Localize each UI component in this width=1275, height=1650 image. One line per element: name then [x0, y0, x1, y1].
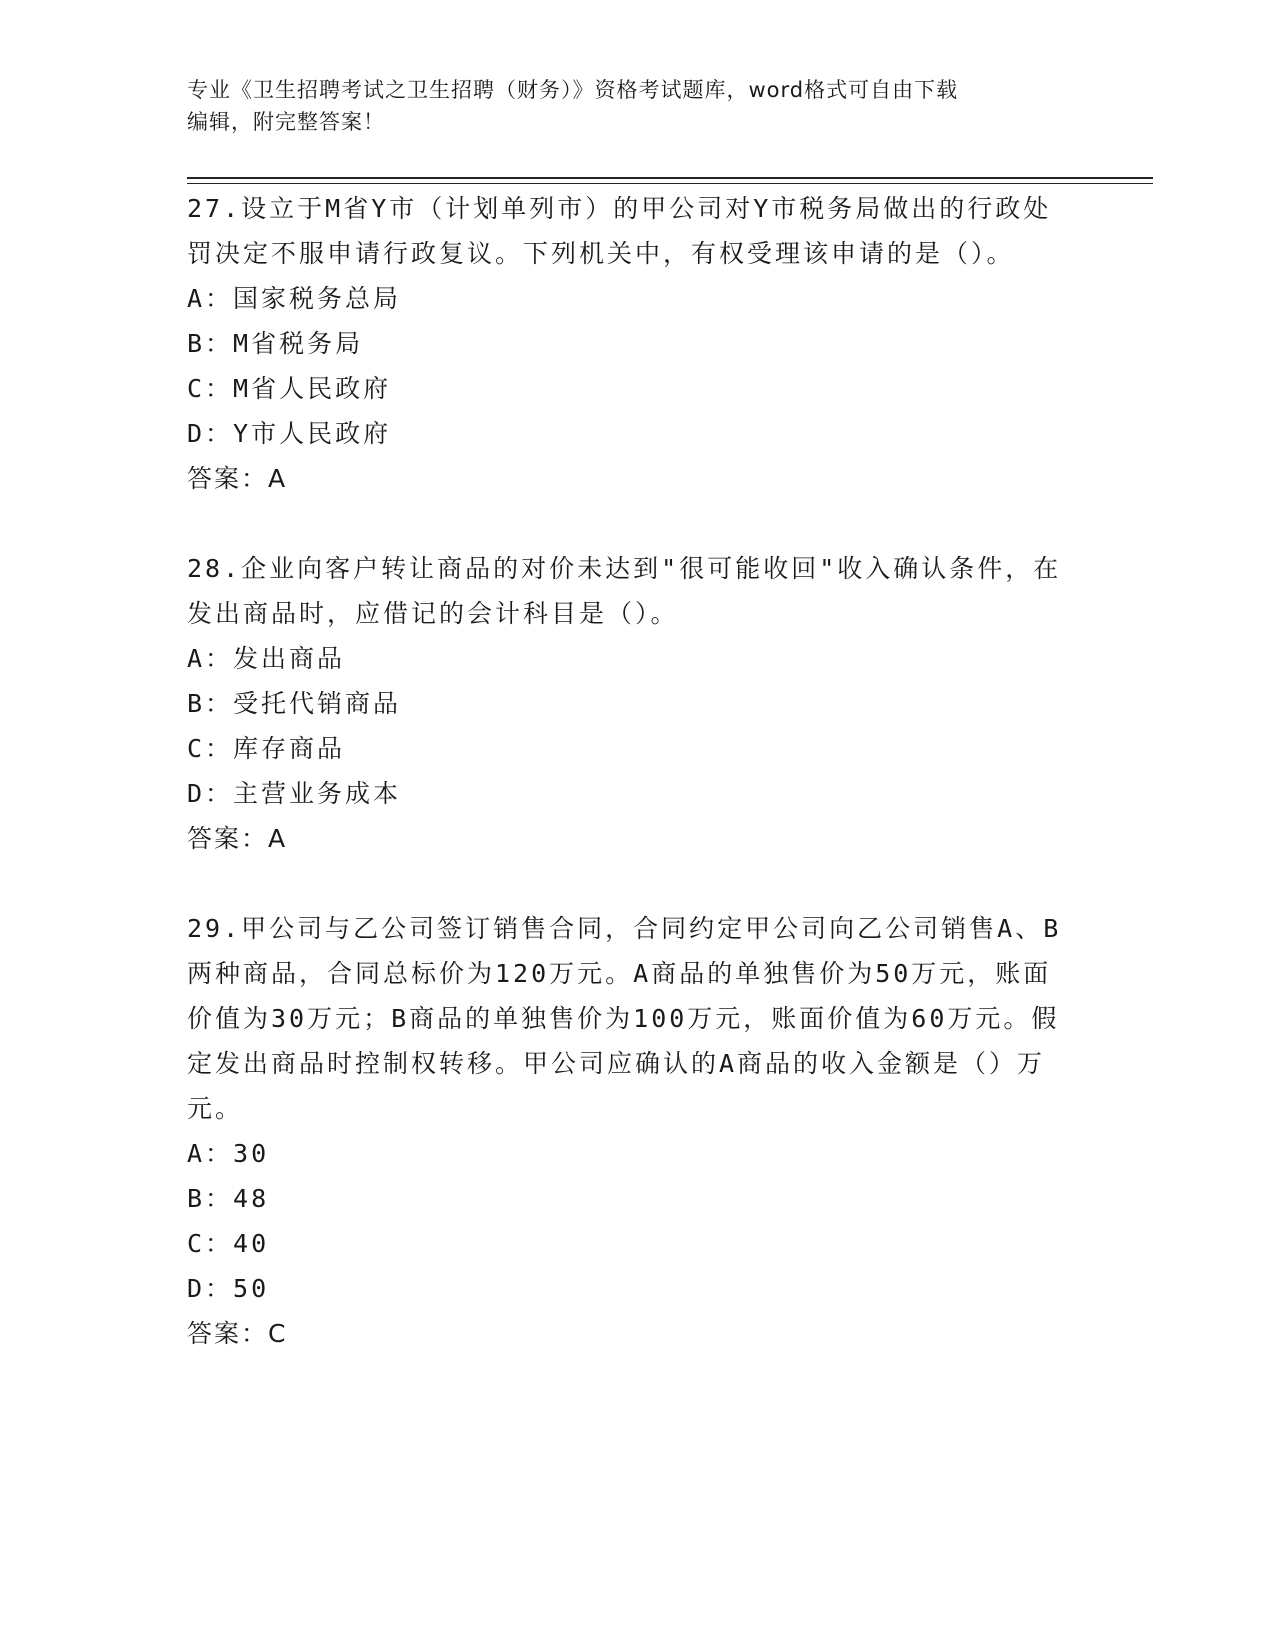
answer-line: 答案：A [187, 464, 288, 493]
document-header [187, 74, 1067, 138]
option-b: B：48 [187, 1184, 270, 1213]
question-27 [187, 186, 1087, 501]
option-d: D：Y市人民政府 [187, 419, 392, 448]
header-line-1: 专业《卫生招聘考试之卫生招聘（财务）》资格考试题库，word格式可自由下载 [187, 78, 959, 102]
option-c: C：M省人民政府 [187, 374, 392, 403]
spacer [187, 861, 1087, 906]
option-d: D：主营业务成本 [187, 779, 402, 808]
question-list [187, 186, 1087, 1356]
header-divider-thin [187, 183, 1153, 184]
option-b: B：受托代销商品 [187, 689, 402, 718]
answer-line: 答案：C [187, 1319, 288, 1348]
header-divider-thick [187, 177, 1153, 179]
option-a: A：30 [187, 1139, 270, 1168]
option-b: B：M省税务局 [187, 329, 364, 358]
header-line-2: 编辑，附完整答案！ [187, 110, 385, 134]
answer-line: 答案：A [187, 824, 288, 853]
question-29 [187, 906, 1087, 1356]
option-c: C：40 [187, 1229, 270, 1258]
option-d: D：50 [187, 1274, 270, 1303]
question-28 [187, 546, 1087, 861]
question-text: 29.甲公司与乙公司签订销售合同，合同约定甲公司向乙公司销售A、B两种商品，合同总标价为120万元。A商品的单独售价为50万元，账面价值为30万元；B商品的单独售价为100万元，账面价值为60万元。假定发出商品时控制权转移。甲公司应确认的A商品的收入金额是（）万元。 [187, 914, 1062, 1123]
option-c: C：库存商品 [187, 734, 346, 763]
question-text: 28.企业向客户转让商品的对价未达到"很可能收回"收入确认条件，在发出商品时，应借记的会计科目是（）。 [187, 554, 1062, 628]
spacer [187, 501, 1087, 546]
option-a: A：发出商品 [187, 644, 346, 673]
option-a: A：国家税务总局 [187, 284, 402, 313]
question-text: 27.设立于M省Y市（计划单列市）的甲公司对Y市税务局做出的行政处罚决定不服申请行政复议。下列机关中，有权受理该申请的是（）。 [187, 194, 1052, 268]
